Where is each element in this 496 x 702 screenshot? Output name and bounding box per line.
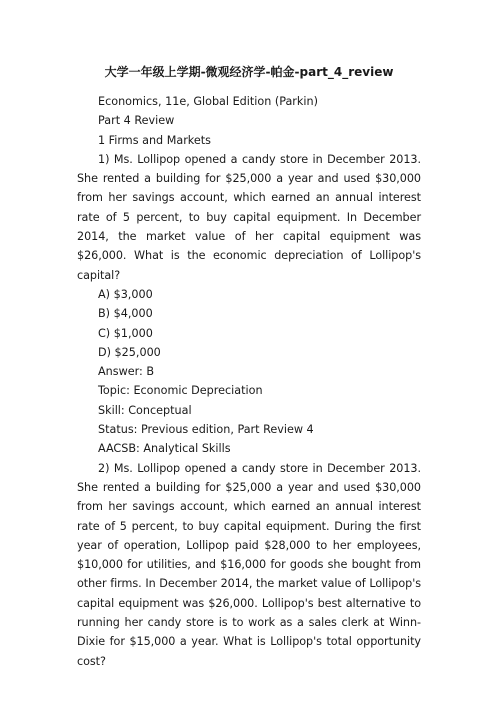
document-title: 大学一年级上学期-微观经济学-帕金-part_4_review (104, 65, 394, 79)
question-1-option-d: D) $25,000 (98, 345, 161, 359)
question-1-option-b: B) $4,000 (98, 307, 153, 321)
question-1-answer: Answer: B (98, 365, 155, 379)
question-1-text: 1) Ms. Lollipop opened a candy store in December 2013. She rented a building for $25,000 a year and used $30,000 from her savings account, which earned an annual interest rate of 5 percent, to buy capital equipment. In December 2014, the market value of her capital equipment was $26,000. What is the economic depreciation of Lollipop's capital? (77, 152, 421, 282)
question-1-topic: Topic: Economic Depreciation (98, 384, 263, 398)
section-heading: 1 Firms and Markets (98, 133, 211, 147)
question-1-option-a: A) $3,000 (98, 287, 153, 301)
book-title: Economics, 11e, Global Edition (Parkin) (98, 95, 318, 108)
part-heading: Part 4 Review (98, 114, 175, 128)
question-1-option-c: C) $1,000 (98, 326, 153, 340)
question-1-status: Status: Previous edition, Part Review 4 (98, 423, 314, 437)
question-2-text: 2) Ms. Lollipop opened a candy store in December 2013. She rented a building for $25,000 a year and used $30,000 from her savings account, which earned an annual interest rate of 5 percent, to buy capital equipment. During the first year of operation, Lollipop paid $28,000 to her employees, $10,000 for utilities, and $16,000 for goods she bought from other firms. In December 2014, the market value of Lollipop's capital equipment was $26,000. Lollipop's best alternative to running her candy store is to work as a sales clerk at Winn-Dixie for $15,000 a year. What is Lollipop's total opportunity cost? (77, 461, 421, 668)
question-1-skill: Skill: Conceptual (98, 403, 192, 417)
question-1-aacsb: AACSB: Analytical Skills (98, 442, 231, 456)
